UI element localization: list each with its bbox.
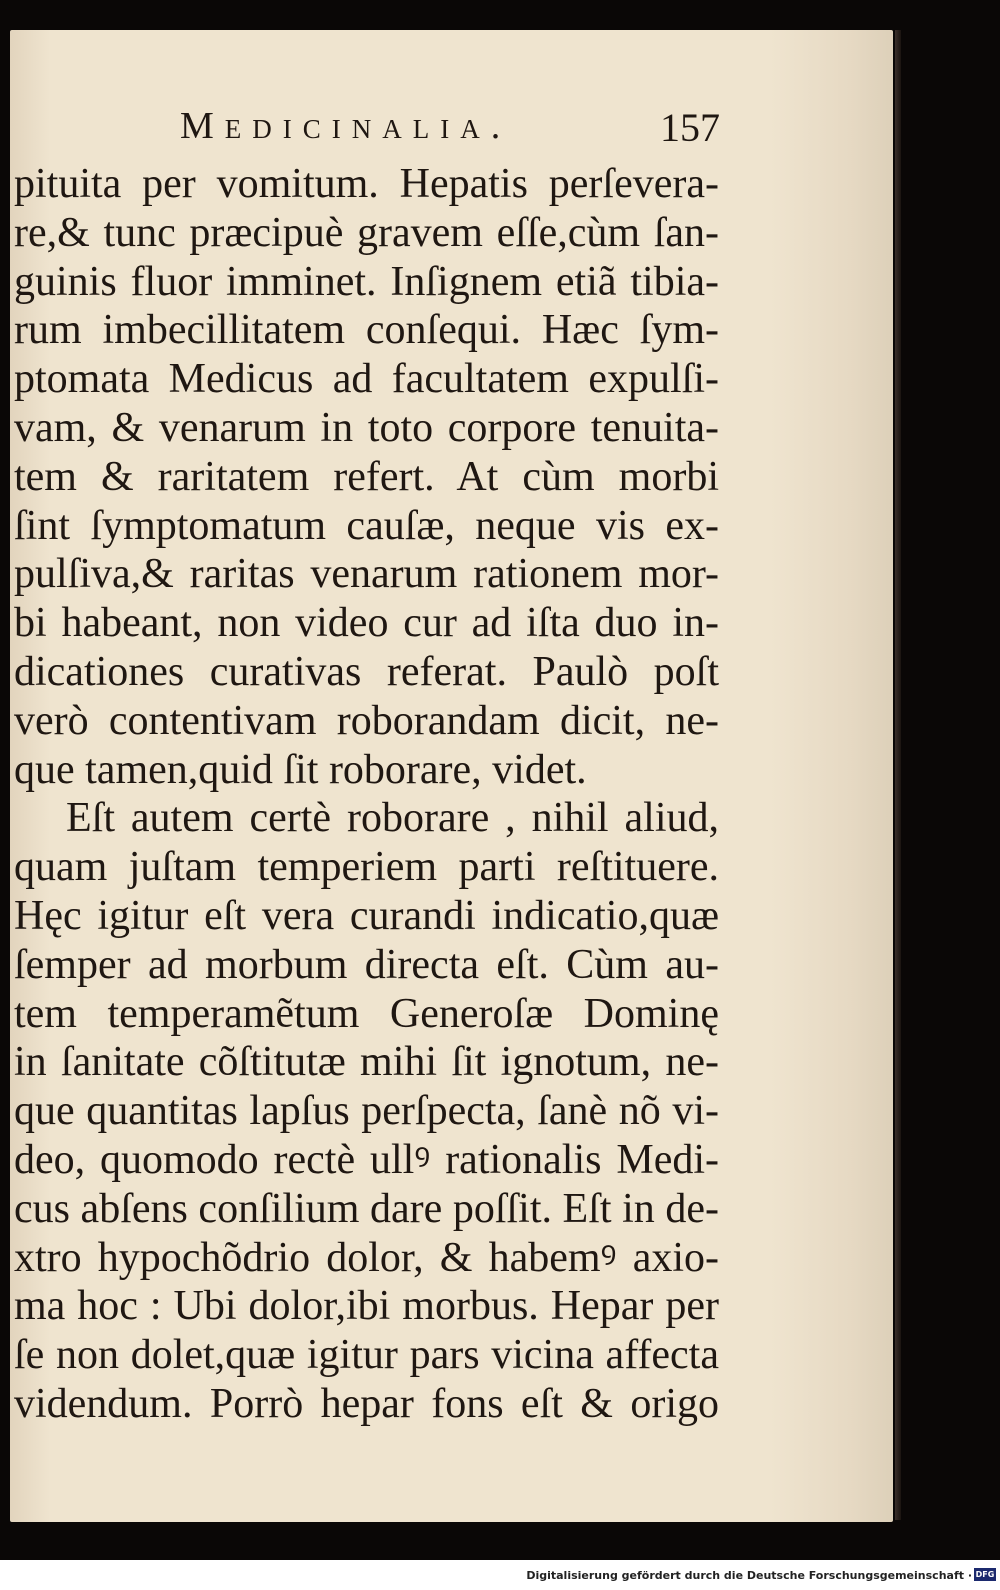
text-line: ma hoc : Ubi dolor,ibi morbus. Hepar per [14, 1283, 719, 1330]
page-number: 157 [660, 105, 720, 150]
text-line: quam juſtam temperiem parti reſtituere. [14, 844, 719, 891]
paragraph-2 [14, 794, 719, 1428]
text-line: ſint ſymptomatum cauſæ, neque vis ex- [14, 502, 719, 549]
text-line: Eſt autem certè roborare , nihil aliud, [66, 795, 719, 842]
text-line: rum imbecillitatem conſequi. Hæc ſym- [14, 307, 719, 354]
dfg-logo: DFG [975, 1570, 995, 1579]
text-line: vam, & venarum in toto corpore tenuita- [14, 404, 719, 451]
text-line: xtro hypochõdrio dolor, & habemꝰ axio- [14, 1234, 719, 1281]
text-line: verò contentivam roborandam dicit, ne- [14, 697, 719, 744]
text-line: dicationes curativas referat. Paulò poſt [14, 648, 719, 695]
text-line: in ſanitate cõſtitutæ mihi ſit ignotum, ne- [14, 1039, 719, 1086]
page-header [180, 104, 720, 154]
text-line: guinis fluor imminet. Inſignem etiã tibia- [14, 258, 719, 305]
paragraph-1 [14, 160, 719, 794]
running-title: Medicinalia. [180, 105, 512, 147]
text-line: tem & raritatem refert. At cùm morbi [14, 453, 719, 500]
text-line: pituita per vomitum. Hepatis perſevera- [14, 161, 719, 207]
text-line: cus abſens conſilium dare poſſit. Eſt in de- [14, 1185, 719, 1232]
text-line: videndum. Porrò hepar fons eſt & origo [14, 1380, 719, 1427]
text-line: ptomata Medicus ad facultatem expulſi- [14, 356, 719, 403]
text-line: que tamen,quid ſit roborare, videt. [14, 746, 587, 793]
page-edge [895, 30, 901, 1520]
text-line: ſe non dolet,quæ igitur pars vicina affecta [14, 1332, 719, 1379]
body-text [14, 160, 719, 1429]
text-line: pulſiva,& raritas venarum rationem mor- [14, 551, 719, 598]
text-line: Hęc igitur eſt vera curandi indicatio,quæ [14, 892, 719, 939]
text-line: ſemper ad morbum directa eſt. Cùm au- [14, 941, 719, 988]
text-line: bi habeant, non video cur ad iſta duo in- [14, 600, 719, 647]
text-line: deo, quomodo rectè ullꝰ rationalis Medi- [14, 1136, 719, 1183]
text-line: tem temperamẽtum Generoſæ Dominę [14, 990, 719, 1037]
text-line: re,& tunc præcipuè gravem eſſe,cùm ſan- [14, 209, 719, 256]
text-line: que quantitas lapſus perſpecta, ſanè nõ vi- [14, 1088, 719, 1135]
funding-credit: Digitalisierung gefördert durch die Deutsche Forschungsgemeinschaft · [526, 1569, 972, 1582]
